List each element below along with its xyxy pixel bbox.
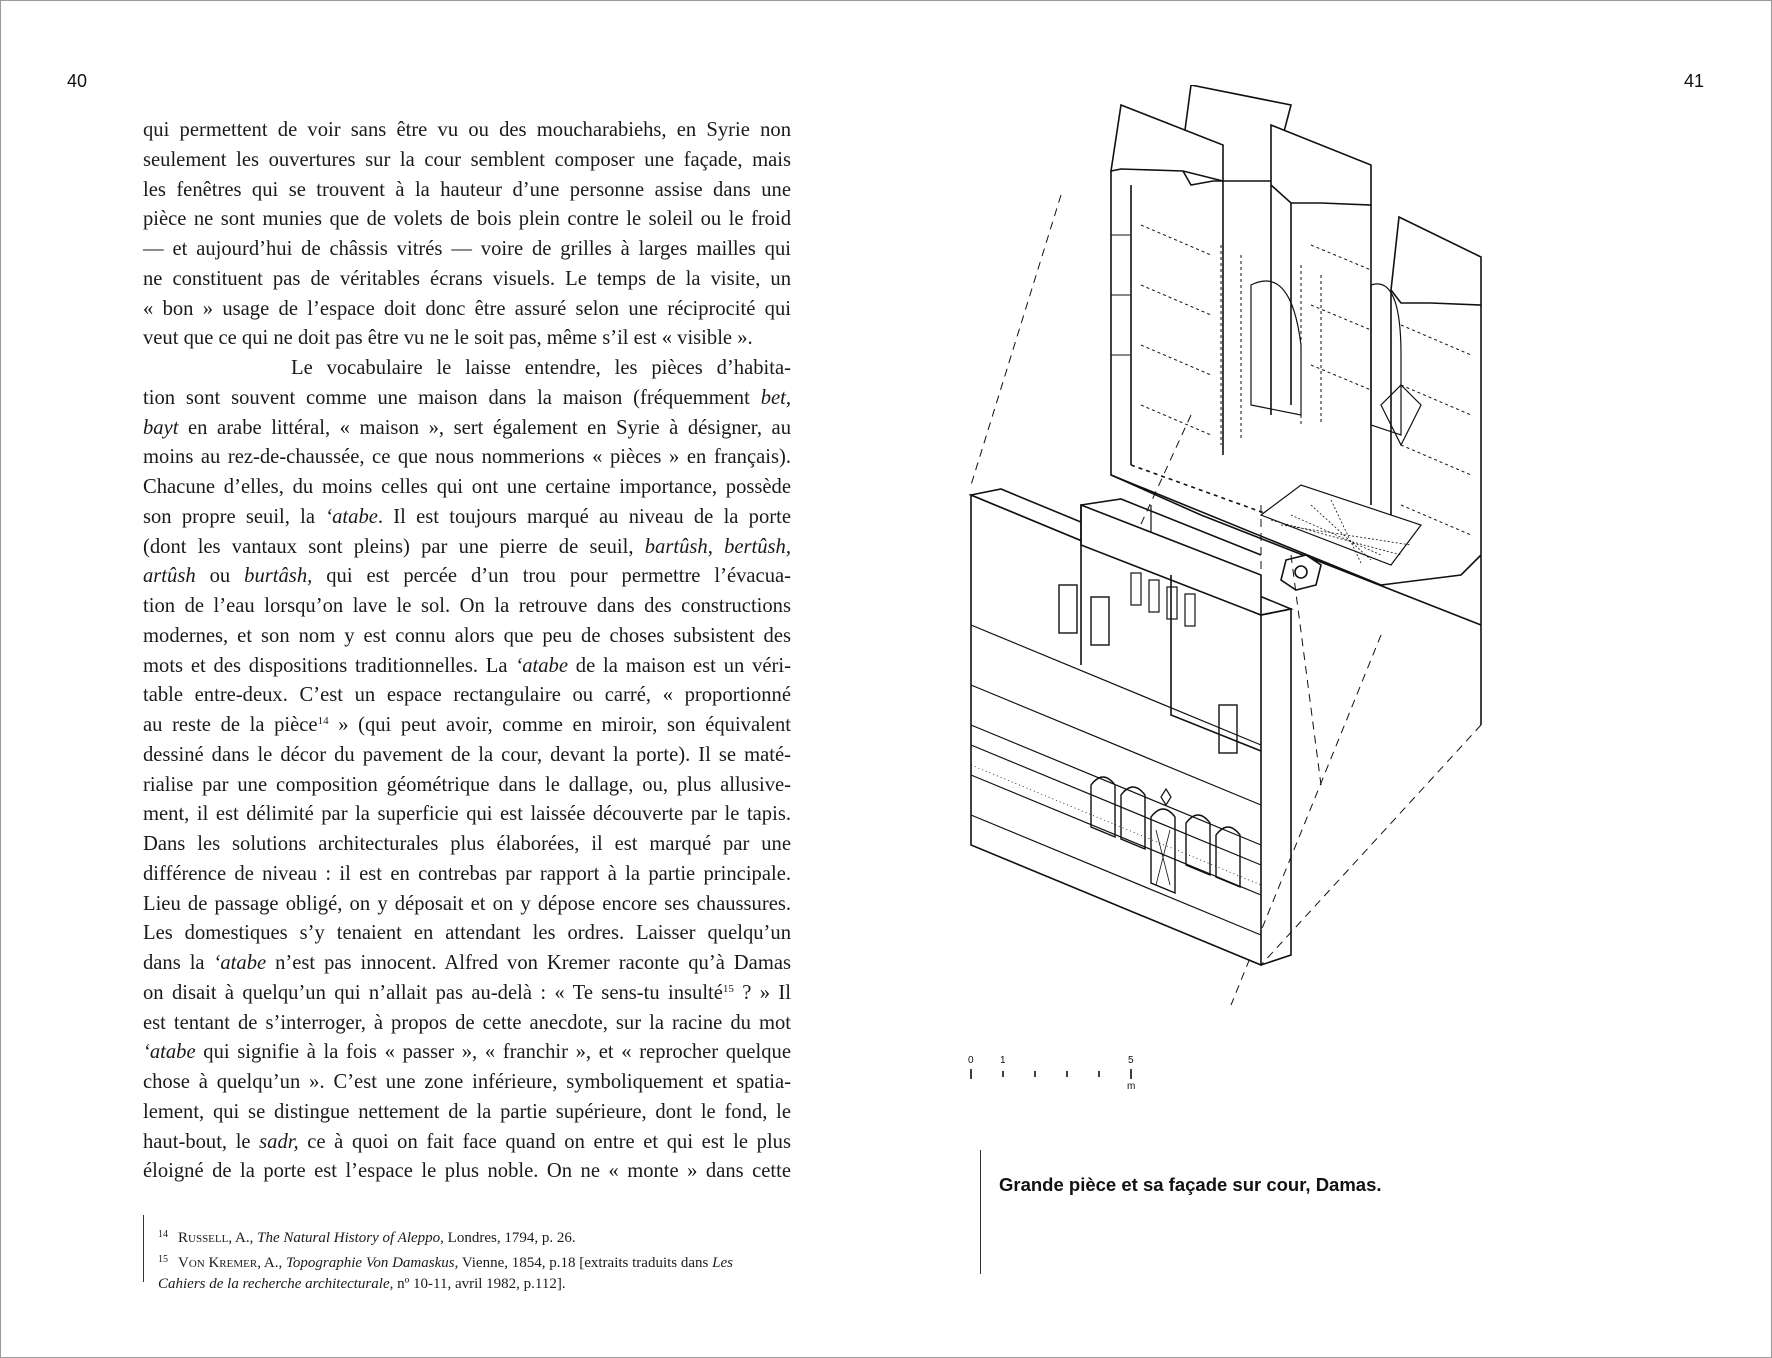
body-line: dans la ‘atabe n’est pas innocent. Alfred von Kremer raconte qu’à Damas — [143, 952, 791, 974]
footnote-15: $^{15}$ Von Kremer, A., Topographie Von Damaskus, Vienne, 1854, p.18 [extraits traduits dans Les — [158, 1254, 733, 1271]
caption-rule — [980, 1150, 981, 1274]
body-line: modernes, et son nom y est connu alors que peu de choses subsistent des — [143, 624, 791, 647]
room-floor — [1261, 485, 1421, 590]
body-line: moins au rez-de-chaussée, ce que nous nommerions « pièces » en français). — [143, 446, 791, 469]
body-line: qui permettent de voir sans être vu ou des moucharabiehs, en Syrie non — [143, 119, 791, 141]
body-line: table entre-deux. C’est un espace rectangulaire ou carré, « proportionné — [143, 684, 791, 707]
body-line: différence de niveau : il est en contrebas par rapport à la partie principale. — [143, 862, 791, 885]
body-line: Dans les solutions architecturales plus élaborées, il est marqué par une — [143, 833, 791, 855]
body-line: artûsh ou burtâsh, qui est percée d’un trou pour permettre l’évacua- — [143, 565, 791, 588]
body-line: éloigné de la porte est l’espace le plus noble. On ne « monte » dans cette — [143, 1160, 791, 1183]
footnote-rule — [143, 1215, 144, 1282]
footnotes — [158, 1224, 791, 1295]
body-line: Les domestiques s’y tenaient en attendant les ordres. Laisser quelqu’un — [143, 922, 791, 945]
figure-caption: Grande pièce et sa façade sur cour, Damas. — [999, 1174, 1382, 1195]
body-line: chose à quelqu’un ». C’est une zone inférieure, symboliquement et spatia- — [143, 1071, 791, 1093]
body-line: ment, il est délimité par la superficie qui est laissée découverte par le tapis. — [143, 803, 791, 826]
body-text-column — [143, 116, 791, 1187]
body-line: pièce ne sont munies que de volets de bois plein contre le soleil ou le froid — [143, 208, 791, 231]
body-line: haut-bout, le sadr, ce à quoi on fait face quand on entre et qui est le plus — [143, 1130, 791, 1153]
body-line: — et aujourd’hui de châssis vitrés — voire de grilles à larges mailles qui — [143, 238, 791, 260]
scale-label-5: 5 — [1128, 1055, 1134, 1066]
facade — [971, 489, 1291, 965]
body-line: son propre seuil, la ‘atabe. Il est toujours marqué au niveau de la porte — [143, 505, 791, 528]
page-number-right: 41 — [1684, 71, 1705, 91]
body-line: les fenêtres qui se trouvent à la hauteur d’une personne assise dans une — [143, 178, 791, 201]
body-line: tion sont souvent comme une maison dans la maison (fréquemment bet, — [143, 386, 791, 409]
body-line: bayt en arabe littéral, « maison », sert également en Syrie à désigner, au — [143, 416, 791, 439]
body-line: au reste de la pièce$^{14}$ » (qui peut avoir, comme en miroir, son équivalent — [143, 714, 791, 736]
body-line: rialise par une composition géométrique dans le dallage, ou, plus allusive- — [143, 773, 791, 796]
body-line: Le vocabulaire le laisse entendre, les pièces d’habita- — [291, 357, 791, 379]
body-line: ‘atabe qui signifie à la fois « passer », « franchir », et « reprocher quelque — [143, 1041, 791, 1064]
scale-label-1: 1 — [1000, 1055, 1006, 1066]
scale-label-0: 0 — [968, 1055, 974, 1066]
body-line: Lieu de passage obligé, on y déposait et on y dépose encore ses chaussures. — [143, 892, 791, 915]
body-line: seulement les ouvertures sur la cour semblent composer une façade, mais — [143, 148, 791, 171]
body-line: Chacune d’elles, du moins celles qui ont une certaine importance, possède — [143, 476, 791, 498]
scale-bar — [961, 1053, 1161, 1093]
body-line: dessiné dans le décor du pavement de la cour, devant la porte). Il se maté- — [143, 743, 791, 766]
body-line: (dont les vantaux sont pleins) par une pierre de seuil, bartûsh, bertûsh, — [143, 535, 791, 558]
scale-unit: m — [1127, 1081, 1136, 1092]
body-line: tion de l’eau lorsqu’on lave le sol. On la retrouve dans des constructions — [143, 595, 791, 617]
body-line: lement, qui se distingue nettement de la partie supérieure, dont le fond, le — [143, 1100, 791, 1123]
body-line: ne constituent pas de véritables écrans visuels. Le temps de la visite, un — [143, 267, 791, 290]
footnote-15-continued: Cahiers de la recherche architecturale, nº 10-11, avril 1982, p.112]. — [158, 1276, 566, 1292]
body-line: est tentant de s’interroger, à propos de cette anecdote, sur la racine du mot — [143, 1011, 791, 1034]
body-line: on disait à quelqu’un qui n’allait pas au-delà : « Te sens-tu insulté$^{15}$ ? » Il — [143, 981, 791, 1004]
page-number-left: 40 — [67, 71, 88, 91]
body-line: veut que ce qui ne doit pas être vu ne le soit pas, même s’il est « visible ». — [143, 327, 753, 350]
axonometric-drawing — [961, 85, 1681, 1105]
body-line: mots et des dispositions traditionnelles. La ‘atabe de la maison est un véri- — [143, 654, 791, 677]
body-line: « bon » usage de l’espace doit donc être assuré selon une réciprocité qui — [143, 297, 791, 320]
footnote-14: $^{14}$ Russell, A., The Natural History of Aleppo, Londres, 1794, p. 26. — [158, 1229, 576, 1246]
